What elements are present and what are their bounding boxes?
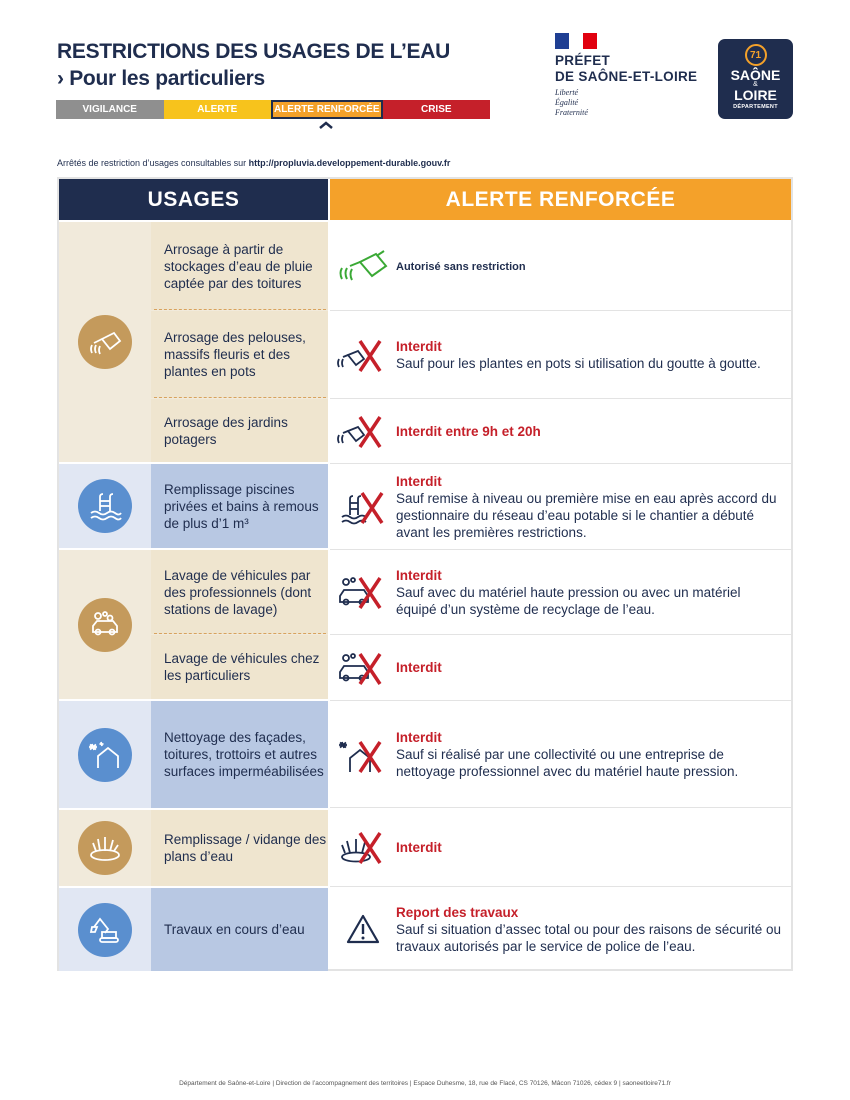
header-usages: USAGES <box>59 179 328 220</box>
usage-row: Travaux en cours d’eau <box>151 888 328 971</box>
warning-triangle-icon <box>330 907 396 951</box>
usage-row: Arrosage à partir de stockages d’eau de pluie captée par des toitures <box>151 222 328 310</box>
title-line-1: RESTRICTIONS DES USAGES DE L’EAU <box>57 40 450 63</box>
reference-link[interactable]: http://propluvia.developpement-durable.gouv.fr <box>248 158 451 168</box>
status-detail: Sauf remise à niveau ou première mise en eau après accord du gestionnaire du réseau d’eau potable si le chantier a débuté avant les premières restrictions. <box>396 490 777 540</box>
usage-row: Lavage de véhicules chez les particuliers <box>151 635 328 699</box>
row-divider <box>154 309 326 310</box>
restriction-row <box>330 311 791 399</box>
alert-level-scale <box>56 100 490 119</box>
usage-row: Lavage de véhicules par des professionnels (dont stations de lavage) <box>151 550 328 634</box>
usage-row: Arrosage des jardins potagers <box>151 399 328 462</box>
dept-number: 71 <box>745 44 767 66</box>
reference-note <box>57 158 450 168</box>
motto-fraternite: Fraternité <box>555 108 588 117</box>
watering-can-icon <box>78 315 132 369</box>
status-label: Interdit <box>396 567 442 583</box>
motto-egalite: Égalité <box>555 98 579 107</box>
row-divider <box>154 633 326 634</box>
green-watering-can-icon <box>330 244 396 288</box>
dept-amp: & <box>753 81 758 88</box>
french-flag-icon <box>555 33 597 49</box>
status-detail: Sauf avec du matériel haute pression ou avec un matériel équipé d’un système de recyclage de l’eau. <box>396 584 741 617</box>
forbidden-watering-icon <box>330 409 396 453</box>
row-divider <box>154 397 326 398</box>
excavator-icon <box>78 903 132 957</box>
dept-name-3: DÉPARTEMENT <box>733 104 778 110</box>
restriction-row <box>330 550 791 635</box>
restriction-row <box>330 808 791 887</box>
dept-name-1: SAÔNE <box>730 67 781 83</box>
forbidden-facade-icon <box>330 732 396 776</box>
level-alerte: ALERTE <box>164 100 272 119</box>
status-label: Interdit <box>396 338 442 354</box>
status-label: Interdit <box>396 473 442 489</box>
motto-liberte: Liberté <box>555 88 579 97</box>
footer: Département de Saône-et-Loire | Direction de l’accompagnement des territoires | Espace Duhesme, 18, rue de Flacé, CS 70126, Mâcon 71026, cédex 9 | saoneetloire71.fr <box>179 1080 671 1087</box>
restriction-row <box>330 701 791 808</box>
status-detail: Sauf pour les plantes en pots si utilisation du goutte à goutte. <box>396 355 761 371</box>
swimming-pool-icon <box>78 479 132 533</box>
restriction-row <box>330 887 791 971</box>
title-line-2: › Pour les particuliers <box>57 67 265 90</box>
usage-row: Arrosage des pelouses, massifs fleuris et des plantes en pots <box>151 311 328 398</box>
prefet-logo <box>555 33 697 118</box>
dept-name-2: LOIRE <box>734 87 777 103</box>
status-detail: Sauf si situation d’assec total ou pour des raisons de sécurité ou travaux autorisés par le service de police de l’eau. <box>396 921 781 954</box>
forbidden-pool-icon <box>330 485 396 529</box>
pond-icon <box>78 821 132 875</box>
forbidden-car-wash-icon <box>330 646 396 690</box>
restriction-row <box>330 222 791 311</box>
forbidden-car-wash-icon <box>330 570 396 614</box>
status-authorized: Autorisé sans restriction <box>396 260 526 273</box>
status-label: Interdit <box>396 729 442 745</box>
usage-row: Nettoyage des façades, toitures, trottoirs et autres surfaces imperméabilisées <box>151 701 328 808</box>
status-label: Interdit <box>396 660 442 675</box>
prefet-line-2: DE SAÔNE-ET-LOIRE <box>555 69 698 84</box>
level-vigilance: VIGILANCE <box>56 100 164 119</box>
facade-cleaning-icon <box>78 728 132 782</box>
status-detail: Sauf si réalisé par une collectivité ou une entreprise de nettoyage professionnel avec du matériel haute pression. <box>396 746 739 779</box>
car-wash-icon <box>78 598 132 652</box>
usage-row: Remplissage piscines privées et bains à remous de plus d’1 m³ <box>151 464 328 548</box>
status-label: Interdit <box>396 839 442 855</box>
level-crise: CRISE <box>383 100 491 119</box>
forbidden-watering-icon <box>330 333 396 377</box>
header-level: ALERTE RENFORCÉE <box>330 179 791 220</box>
restriction-row <box>330 399 791 464</box>
reference-prefix: Arrêtés de restriction d’usages consultables sur <box>57 158 249 168</box>
page-title <box>57 38 450 92</box>
selected-level-caret-icon <box>319 121 333 129</box>
restriction-row <box>330 464 791 550</box>
departement-logo <box>718 39 793 119</box>
forbidden-pond-icon <box>330 825 396 869</box>
restriction-row <box>330 635 791 701</box>
prefet-line-1: PRÉFET <box>555 53 611 68</box>
status-label: Interdit entre 9h et 20h <box>396 423 541 439</box>
level-alerte-renforcee: ALERTE RENFORCÉE <box>271 100 383 119</box>
restrictions-table <box>57 177 793 971</box>
status-label: Report des travaux <box>396 904 519 920</box>
usage-row: Remplissage / vidange des plans d’eau <box>151 810 328 886</box>
